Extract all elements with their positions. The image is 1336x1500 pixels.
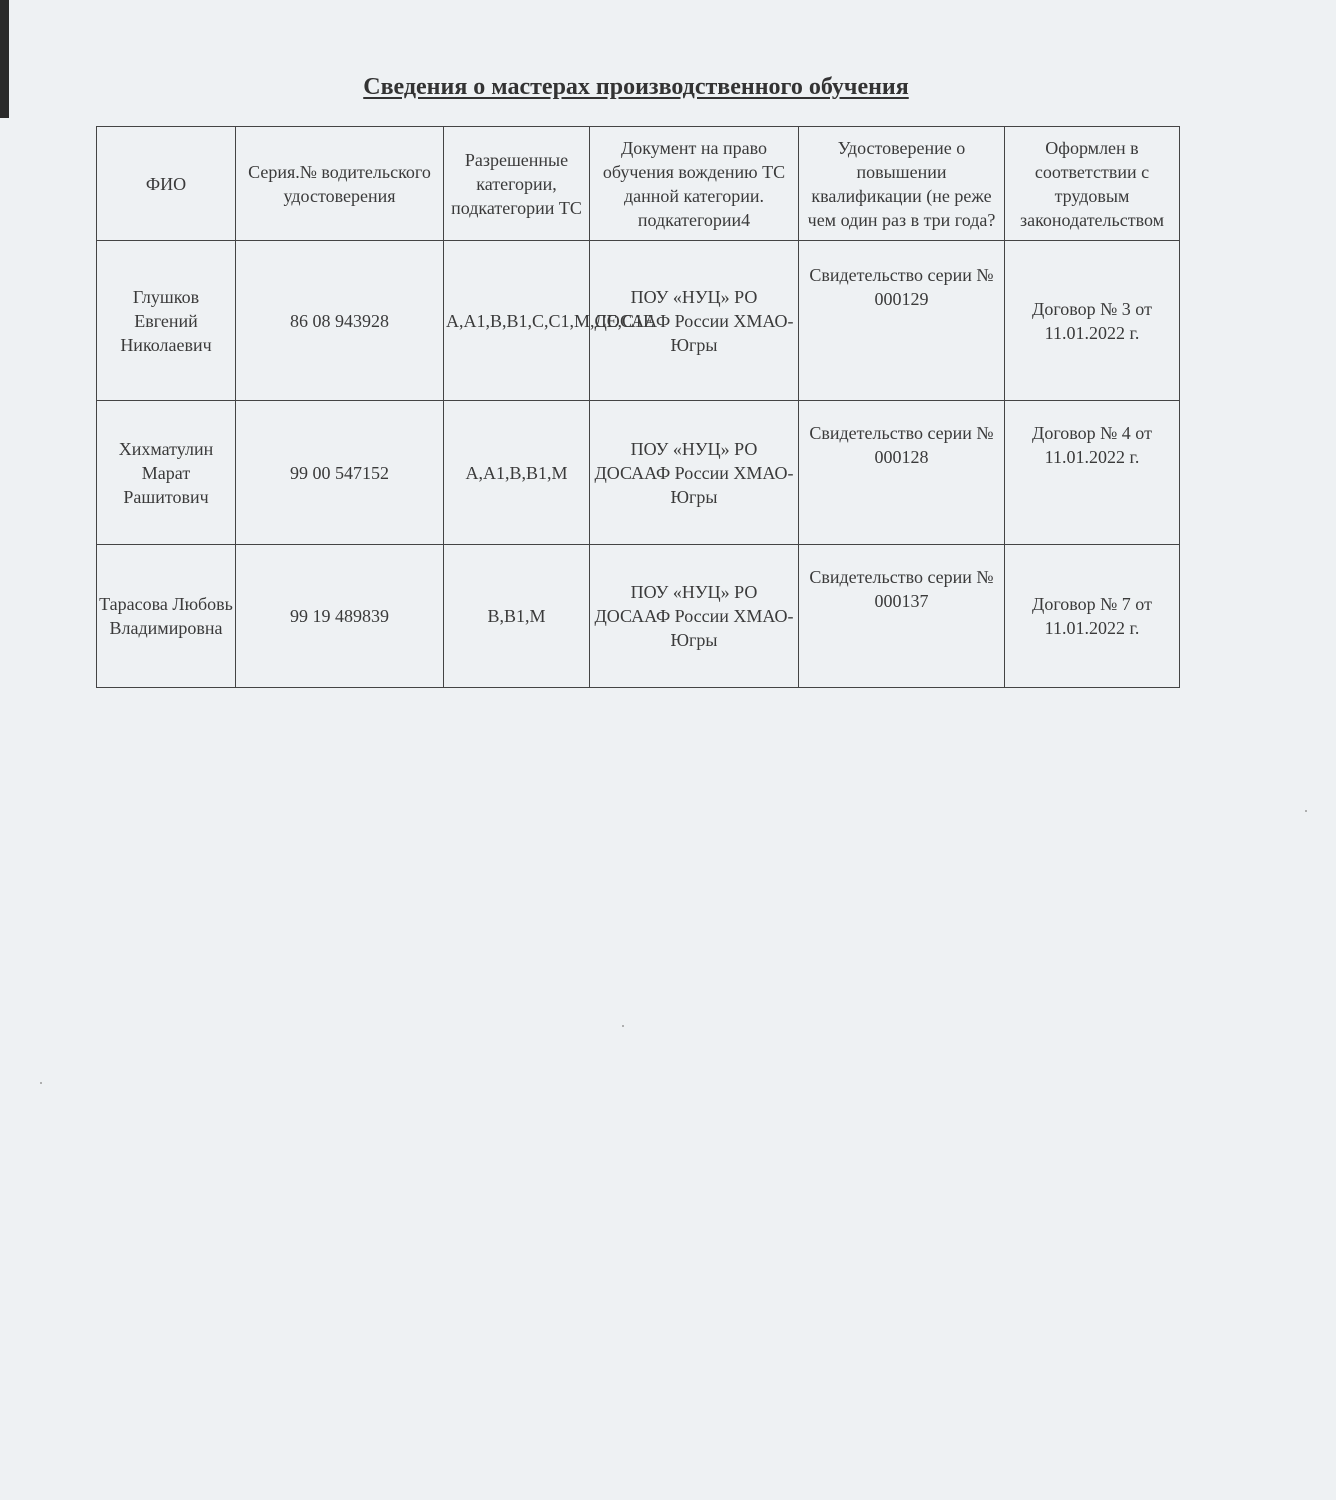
table-header-row [97,127,1180,241]
scan-speck [1305,810,1307,812]
page-title: Сведения о мастерах производственного обучения [363,74,909,100]
masters-table [96,126,1180,688]
scan-speck [40,1082,42,1084]
table-row [97,241,1180,401]
cell-document: ПОУ «НУЦ» РО ДОСААФ России ХМАО-Югры [590,241,799,401]
scan-speck [622,1025,624,1027]
cell-license: 86 08 943928 [236,241,444,401]
table-row [97,545,1180,688]
header-categories: Разрешенные категории, подкатегории ТС [444,127,590,241]
cell-name: Глушков Евгений Николаевич [97,241,236,401]
header-fio: ФИО [97,127,236,241]
cell-categories: A,A1,B,B1,C,C1,M,CE,C1E [444,241,590,401]
cell-license: 99 00 547152 [236,401,444,545]
header-document: Документ на право обучения вождению ТС данной категории. подкатегории4 [590,127,799,241]
cell-certificate: Свидетельство серии № 000128 [799,401,1005,545]
cell-name: Тарасова Любовь Владимировна [97,545,236,688]
cell-contract: Договор № 3 от 11.01.2022 г. [1005,241,1180,401]
header-contract: Оформлен в соответствии с трудовым законодательством [1005,127,1180,241]
cell-contract: Договор № 7 от 11.01.2022 г. [1005,545,1180,688]
header-license: Серия.№ водительского удостоверения [236,127,444,241]
cell-license: 99 19 489839 [236,545,444,688]
header-certificate: Удостоверение о повышении квалификации (не реже чем один раз в три года? [799,127,1005,241]
cell-document: ПОУ «НУЦ» РО ДОСААФ России ХМАО-Югры [590,401,799,545]
table-row [97,401,1180,545]
cell-document: ПОУ «НУЦ» РО ДОСААФ России ХМАО-Югры [590,545,799,688]
cell-categories: B,B1,M [444,545,590,688]
cell-certificate: Свидетельство серии № 000137 [799,545,1005,688]
cell-categories: A,A1,B,B1,M [444,401,590,545]
cell-name: Хихматулин Марат Рашитович [97,401,236,545]
cell-certificate: Свидетельство серии № 000129 [799,241,1005,401]
cell-contract: Договор № 4 от 11.01.2022 г. [1005,401,1180,545]
